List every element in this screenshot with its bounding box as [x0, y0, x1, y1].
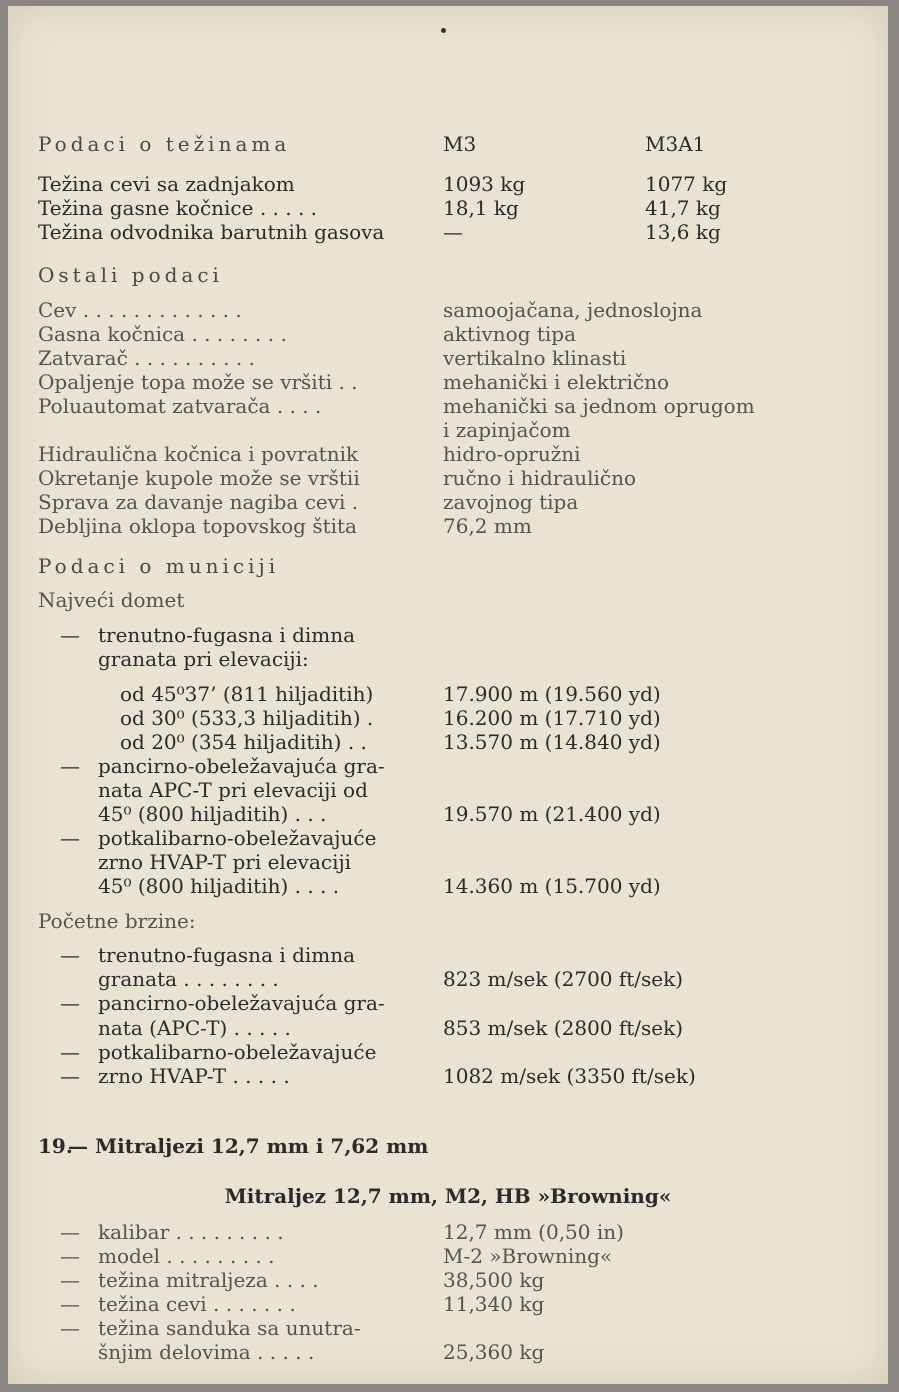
other-header [38, 263, 838, 287]
mg-spec-row [38, 1340, 838, 1364]
weight-m3: 1093 kg [443, 172, 526, 196]
other-label: Sprava za davanje nagiba cevi . [38, 490, 359, 514]
dash: — [60, 1064, 80, 1088]
range-hv-line [38, 850, 838, 874]
range-title: Najveći domet [38, 588, 185, 612]
mg-spec-value: 38,500 kg [443, 1268, 545, 1292]
other-value: 76,2 mm [443, 514, 532, 538]
range-header [38, 588, 838, 612]
mg-spec-value: 11,340 kg [443, 1292, 545, 1316]
dash: — [60, 1220, 80, 1244]
other-row [38, 394, 838, 418]
velocity-he-text: granata . . . . . . . . [98, 967, 279, 991]
other-label: Debljina oklopa topovskog štita [38, 514, 357, 538]
dash: — [60, 1244, 80, 1268]
other-row [38, 466, 838, 490]
other-value: samoojačana, jednoslojna [443, 298, 703, 322]
dash: — [60, 1316, 80, 1340]
velocity-hv-text: zrno HVAP-T . . . . . [98, 1064, 290, 1088]
weight-m3a1: 1077 kg [645, 172, 728, 196]
section-19-heading [38, 1134, 838, 1158]
mg-spec-label: kalibar . . . . . . . . . [98, 1220, 284, 1244]
mg-spec-value: 12,7 mm (0,50 in) [443, 1220, 624, 1244]
other-value: i zapinjačom [443, 418, 571, 442]
dash: — [60, 754, 80, 778]
dash: — [60, 991, 80, 1015]
velocity-ap-line [38, 1016, 838, 1040]
mg-spec-row [38, 1316, 838, 1340]
velocity-he-value: 823 m/sek (2700 ft/sek) [443, 967, 684, 991]
other-value: mehanički i električno [443, 370, 670, 394]
weight-m3: 18,1 kg [443, 196, 519, 220]
mg-spec-row [38, 1220, 838, 1244]
range-hv-value: 14.360 m (15.700 yd) [443, 874, 661, 898]
section-number: 19. [38, 1134, 73, 1158]
ink-dot [441, 28, 446, 33]
weight-m3a1: 41,7 kg [645, 196, 721, 220]
velocity-title: Početne brzine: [38, 909, 196, 933]
range-ap-text: pancirno-obeležavajuća gra- [98, 754, 385, 778]
other-label: Poluautomat zatvarača . . . . [38, 394, 322, 418]
ammo-header [38, 554, 838, 578]
weight-label: Težina cevi sa zadnjakom [38, 172, 295, 196]
range-hv-text: zrno HVAP-T pri elevaciji [98, 850, 352, 874]
velocity-ap-text: nata (APC-T) . . . . . [98, 1016, 291, 1040]
range-he-text: granata pri elevaciji: [98, 647, 309, 671]
mg-spec-label: model . . . . . . . . . [98, 1244, 275, 1268]
velocity-he-line [38, 967, 838, 991]
other-value: aktivnog tipa [443, 322, 577, 346]
section-title: — Mitraljezi 12,7 mm i 7,62 mm [68, 1134, 429, 1158]
velocity-ap-line [38, 991, 838, 1015]
velocity-ap-text: pancirno-obeležavajuća gra- [98, 991, 385, 1015]
weight-row [38, 196, 838, 220]
dash: — [60, 1292, 80, 1316]
weight-m3a1: 13,6 kg [645, 220, 721, 244]
dash: — [60, 623, 80, 647]
range-he-text: trenutno-fugasna i dimna [98, 623, 356, 647]
range-ap-value: 19.570 m (21.400 yd) [443, 802, 661, 826]
dash: — [60, 826, 80, 850]
velocity-he-line [38, 943, 838, 967]
velocity-ap-value: 853 m/sek (2800 ft/sek) [443, 1016, 684, 1040]
range-he-label: od 30⁰ (533,3 hiljaditih) . [120, 706, 374, 730]
mg-heading [8, 1184, 888, 1208]
weight-label: Težina gasne kočnice . . . . . [38, 196, 318, 220]
other-label: Opaljenje topa može se vršiti . . [38, 370, 358, 394]
range-he-row [38, 706, 838, 730]
weight-row [38, 172, 838, 196]
mg-spec-row [38, 1268, 838, 1292]
range-he-row [38, 682, 838, 706]
other-value: ručno i hidraulično [443, 466, 637, 490]
mg-spec-label: šnjim delovima . . . . . [98, 1340, 315, 1364]
velocity-hv-line [38, 1064, 838, 1088]
scanned-page [8, 6, 888, 1384]
other-value: vertikalno klinasti [443, 346, 627, 370]
velocity-header [38, 909, 838, 933]
weight-row [38, 220, 838, 244]
other-value: mehanički sa jednom oprugom [443, 394, 755, 418]
other-value: zavojnog tipa [443, 490, 579, 514]
other-row [38, 370, 838, 394]
mg-spec-value: M-2 »Browning« [443, 1244, 613, 1268]
dash: — [60, 1268, 80, 1292]
dash: — [60, 1040, 80, 1064]
other-row [38, 442, 838, 466]
range-he-line [38, 647, 838, 671]
other-row [38, 418, 838, 442]
velocity-he-text: trenutno-fugasna i dimna [98, 943, 356, 967]
other-row [38, 514, 838, 538]
range-ap-line [38, 754, 838, 778]
range-he-label: od 20⁰ (354 hiljaditih) . . [120, 730, 367, 754]
range-ap-text: nata APC-T pri elevaciji od [98, 778, 368, 802]
velocity-hv-text: potkalibarno-obeležavajuće [98, 1040, 377, 1064]
dash: — [60, 943, 80, 967]
velocity-hv-value: 1082 m/sek (3350 ft/sek) [443, 1064, 696, 1088]
weights-header [38, 132, 838, 156]
col-m3a1: M3A1 [645, 132, 706, 156]
other-label: Gasna kočnica . . . . . . . . [38, 322, 287, 346]
weight-label: Težina odvodnika barutnih gasova [38, 220, 385, 244]
other-label: Zatvarač . . . . . . . . . . [38, 346, 255, 370]
range-ap-line [38, 802, 838, 826]
range-he-value: 13.570 m (14.840 yd) [443, 730, 661, 754]
range-he-line [38, 623, 838, 647]
mg-spec-label: težina cevi . . . . . . . [98, 1292, 296, 1316]
range-hv-text: potkalibarno-obeležavajuće [98, 826, 377, 850]
weights-title: Podaci o težinama [38, 132, 291, 156]
other-row [38, 298, 838, 322]
other-row [38, 346, 838, 370]
range-he-label: od 45⁰37’ (811 hiljaditih) [120, 682, 374, 706]
range-ap-line [38, 778, 838, 802]
mg-spec-label: težina sanduka sa unutra- [98, 1316, 361, 1340]
col-m3: M3 [443, 132, 477, 156]
other-label: Okretanje kupole može se vrštii [38, 466, 360, 490]
range-hv-text: 45⁰ (800 hiljaditih) . . . . [98, 874, 340, 898]
other-row [38, 490, 838, 514]
other-label: Hidraulična kočnica i povratnik [38, 442, 359, 466]
mg-title: Mitraljez 12,7 mm, M2, HB »Browning« [224, 1184, 672, 1208]
range-hv-line [38, 826, 838, 850]
other-label: Cev . . . . . . . . . . . . . [38, 298, 242, 322]
mg-spec-row [38, 1244, 838, 1268]
velocity-hv-line [38, 1040, 838, 1064]
mg-spec-label: težina mitraljeza . . . . [98, 1268, 319, 1292]
mg-spec-row [38, 1292, 838, 1316]
range-he-value: 17.900 m (19.560 yd) [443, 682, 661, 706]
range-he-row [38, 730, 838, 754]
range-he-value: 16.200 m (17.710 yd) [443, 706, 661, 730]
range-ap-text: 45⁰ (800 hiljaditih) . . . [98, 802, 327, 826]
other-title: Ostali podaci [38, 263, 223, 287]
ammo-title: Podaci o municiji [38, 554, 280, 578]
other-value: hidro-opružni [443, 442, 581, 466]
mg-spec-value: 25,360 kg [443, 1340, 545, 1364]
range-hv-line [38, 874, 838, 898]
other-row [38, 322, 838, 346]
weight-m3: — [443, 220, 463, 244]
